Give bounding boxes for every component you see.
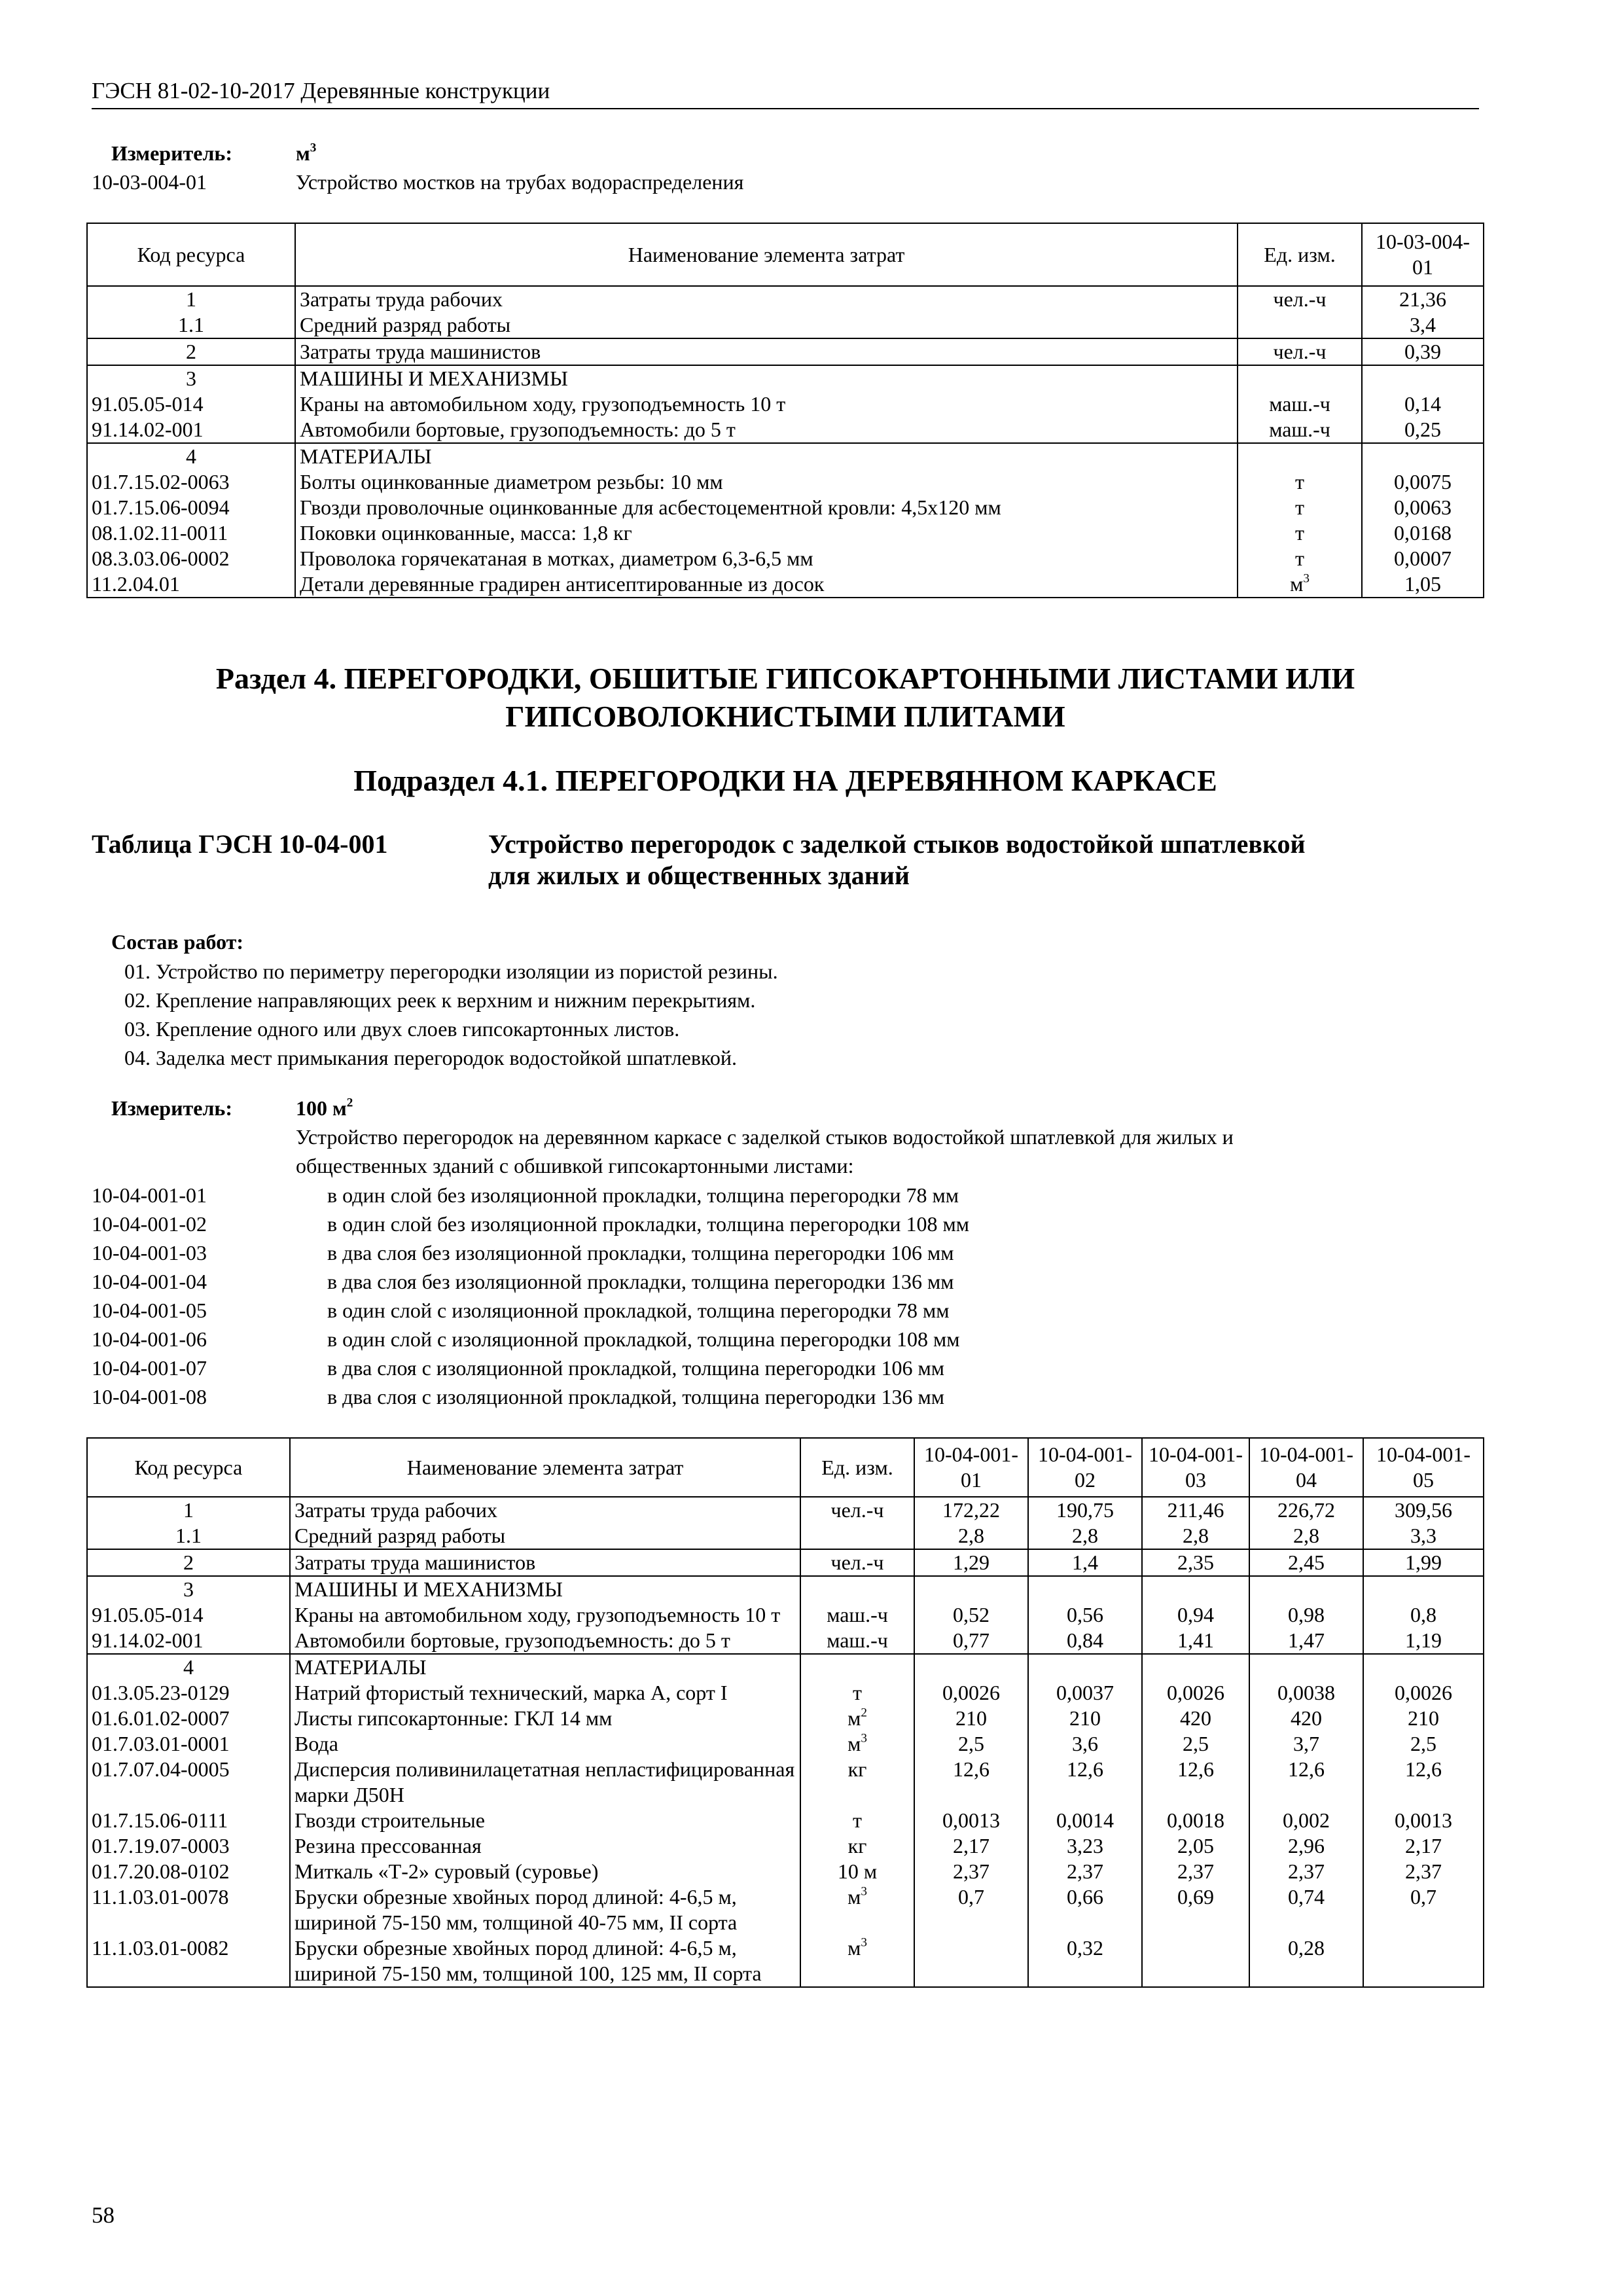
cost-element-name: Бруски обрезные хвойных пород длиной: 4-6,5 м, шириной 75-150 мм, толщиной 100, 125 мм, II сорта [290,1935,800,1987]
cost-element-name: МАТЕРИАЛЫ [295,443,1238,469]
norm-value [1028,1576,1142,1602]
norm-value: 2,37 [914,1859,1028,1884]
header-norm-01: 10-04-001-01 [914,1438,1028,1497]
meter2-label: Измеритель: [111,1096,232,1120]
unit-cell [1238,520,1362,546]
unit-cell [800,1859,914,1884]
cost-element-name: МАШИНЫ И МЕХАНИЗМЫ [290,1576,800,1602]
unit-superscript: 3 [861,1935,867,1950]
norm-value: 3,7 [1249,1731,1363,1757]
header-resource-code: Код ресурса [87,223,295,286]
norm-value: 0,14 [1362,391,1484,417]
unit-text: маш.-ч [1269,418,1330,441]
unit-cell [1238,469,1362,495]
norm-value [1249,1576,1363,1602]
resource-code: 4 [87,443,295,469]
unit-cell [800,1706,914,1731]
norm-value: 12,6 [914,1757,1028,1808]
resource-code: 01.7.20.08-0102 [87,1859,290,1884]
cost-element-name: Детали деревянные градирен антисептированные из досок [295,571,1238,598]
resource-code: 11.2.04.01 [87,571,295,598]
resource-code: 1.1 [87,1523,290,1549]
unit-text: м [847,1706,861,1730]
variant-text: в два слоя с изоляционной прокладкой, толщина перегородки 136 мм [327,1385,944,1408]
unit-cell [1238,546,1362,571]
variant-code: 10-04-001-01 [92,1183,207,1207]
variant-code: 10-04-001-02 [92,1212,207,1236]
cost-element-name: Автомобили бортовые, грузоподъемность: до 5 т [290,1628,800,1654]
norm-value: 21,36 [1362,286,1484,312]
norm-value [1362,443,1484,469]
norm-value: 0,0026 [1142,1680,1249,1706]
unit-text: м [847,1936,861,1960]
unit-cell [1238,495,1362,520]
norm-value: 0,0037 [1028,1680,1142,1706]
unit-superscript: 2 [861,1706,867,1720]
norm-value: 0,7 [1363,1884,1484,1935]
unit-cell [1238,312,1362,338]
variant-code: 10-04-001-06 [92,1327,207,1351]
table-header-row [87,1438,1484,1497]
norm-value: 1,47 [1249,1628,1363,1654]
variant-text: в один слой без изоляционной прокладки, толщина перегородки 108 мм [327,1212,969,1236]
unit-text: маш.-ч [827,1603,888,1626]
resource-code: 91.05.05-014 [87,1602,290,1628]
norm-value: 0,0013 [914,1808,1028,1833]
table-row [87,365,1484,391]
unit-cell [1238,571,1362,598]
running-header: ГЭСН 81-02-10-2017 Деревянные конструкции [92,76,1479,109]
table-title-label: Таблица ГЭСН 10-04-001 [92,829,388,859]
norm-value: 0,84 [1028,1628,1142,1654]
unit-text: м [847,1732,861,1755]
resource-code: 01.7.07.04-0005 [87,1757,290,1808]
unit-cell [1238,391,1362,417]
norm-value: 0,0038 [1249,1680,1363,1706]
variant-code: 10-04-001-08 [92,1385,207,1408]
table-row [87,1808,1484,1833]
norm-value: 2,5 [914,1731,1028,1757]
norm-value: 0,0063 [1362,495,1484,520]
resource-code: 1.1 [87,312,295,338]
table-row [87,338,1484,365]
header-resource-code: Код ресурса [87,1438,290,1497]
cost-element-name: Затраты труда рабочих [290,1497,800,1523]
resource-code: 91.05.05-014 [87,391,295,417]
cost-element-name: МАШИНЫ И МЕХАНИЗМЫ [295,365,1238,391]
unit-cell [800,1935,914,1987]
cost-element-name: Вода [290,1731,800,1757]
meter-code: 10-03-004-01 [92,170,207,194]
norm-value: 420 [1142,1706,1249,1731]
norm-value: 211,46 [1142,1497,1249,1523]
norm-value [1142,1654,1249,1680]
unit-text: кг [847,1757,867,1781]
meter2-description-line1: Устройство перегородок на деревянном каркасе с заделкой стыков водостойкой шпатлевкой для жилых и [296,1125,1234,1149]
variant-text: в один слой без изоляционной прокладки, толщина перегородки 78 мм [327,1183,959,1207]
unit-cell [800,1833,914,1859]
unit-cell [1238,443,1362,469]
norm-value: 190,75 [1028,1497,1142,1523]
norm-value [914,1576,1028,1602]
norm-value: 0,69 [1142,1884,1249,1935]
norm-value: 2,5 [1363,1731,1484,1757]
table-row [87,1833,1484,1859]
unit-superscript: 3 [861,1731,867,1746]
cost-element-name: МАТЕРИАЛЫ [290,1654,800,1680]
table-row [87,1859,1484,1884]
subsection-title: Подраздел 4.1. ПЕРЕГОРОДКИ НА ДЕРЕВЯННОМ КАРКАСЕ [353,764,1217,797]
table-row [87,495,1484,520]
unit-cell [800,1602,914,1628]
norm-value: 3,23 [1028,1833,1142,1859]
unit-cell [800,1731,914,1757]
header-norm-02: 10-04-001-02 [1028,1438,1142,1497]
norm-value [1362,365,1484,391]
norm-value: 210 [1363,1706,1484,1731]
table-row [87,286,1484,312]
norm-value: 1,41 [1142,1628,1249,1654]
table-row [87,520,1484,546]
variant-text: в один слой с изоляционной прокладкой, толщина перегородки 78 мм [327,1299,950,1322]
works-item: 02. Крепление направляющих реек к верхним и нижним перекрытиям. [124,988,756,1012]
unit-text: чел.-ч [1273,287,1327,311]
norm-value: 0,0075 [1362,469,1484,495]
meter2-unit: 100 $м^2$ [296,1096,353,1120]
variant-code: 10-04-001-05 [92,1299,207,1322]
works-item: 01. Устройство по периметру перегородки изоляции из пористой резины. [124,960,778,983]
norm-value: 1,99 [1363,1549,1484,1576]
norm-value: 0,52 [914,1602,1028,1628]
table-row [87,1706,1484,1731]
table-row [87,1680,1484,1706]
meter-label: Измеритель: [111,141,232,165]
meter-description: Устройство мостков на трубах водораспределения [296,170,744,194]
norm-value: 309,56 [1363,1497,1484,1523]
works-list [124,957,778,1072]
cost-element-name: Листы гипсокартонные: ГКЛ 14 мм [290,1706,800,1731]
norm-value: 172,22 [914,1497,1028,1523]
resource-table-10-03-004 [86,223,1484,598]
header-norm-code: 10-03-004-01 [1362,223,1484,286]
variant-code: 10-04-001-07 [92,1356,207,1380]
header-unit: Ед. изм. [800,1438,914,1497]
unit-text: чел.-ч [830,1498,884,1522]
resource-code: 01.6.01.02-0007 [87,1706,290,1731]
table-row [87,1523,1484,1549]
works-item: 03. Крепление одного или двух слоев гипсокартонных листов. [124,1017,680,1041]
cost-element-name: Средний разряд работы [290,1523,800,1549]
cost-element-name: Затраты труда машинистов [295,338,1238,365]
norm-value: 1,4 [1028,1549,1142,1576]
resource-code: 01.7.15.06-0111 [87,1808,290,1833]
variant-text: в два слоя с изоляционной прокладкой, толщина перегородки 106 мм [327,1356,944,1380]
unit-text: т [1295,495,1304,519]
unit-cell [1238,338,1362,365]
table-row [87,1884,1484,1935]
resource-code: 11.1.03.01-0078 [87,1884,290,1935]
norm-value: 0,0026 [914,1680,1028,1706]
works-label: Состав работ: [111,930,244,954]
norm-value [914,1935,1028,1987]
meter-unit: $м^3$ [296,141,317,165]
norm-value: 12,6 [1249,1757,1363,1808]
unit-text: т [853,1808,862,1832]
cost-element-name: Средний разряд работы [295,312,1238,338]
unit-cell [1238,365,1362,391]
table-row [87,546,1484,571]
norm-value [1363,1935,1484,1987]
variant-code: 10-04-001-04 [92,1270,207,1293]
norm-value: 3,3 [1363,1523,1484,1549]
norm-value: 1,29 [914,1549,1028,1576]
norm-value: 2,96 [1249,1833,1363,1859]
norm-value: 0,56 [1028,1602,1142,1628]
unit-text: м [1290,572,1304,596]
norm-value: 0,0168 [1362,520,1484,546]
table-row [87,1757,1484,1808]
unit-cell [1238,417,1362,443]
unit-cell [800,1523,914,1549]
unit-cell [800,1654,914,1680]
norm-value: 12,6 [1363,1757,1484,1808]
cost-element-name: Дисперсия поливинилацетатная непластифицированная марки Д50Н [290,1757,800,1808]
norm-value: 2,8 [1142,1523,1249,1549]
table-row [87,1549,1484,1576]
norm-value: 0,0007 [1362,546,1484,571]
resource-code: 01.7.15.02-0063 [87,469,295,495]
cost-element-name: Затраты труда рабочих [295,286,1238,312]
unit-text: 10 м [837,1859,878,1883]
unit-cell [800,1497,914,1523]
norm-value: 2,37 [1249,1859,1363,1884]
table-header-row [87,223,1484,286]
table-row [87,1576,1484,1602]
header-norm-03: 10-04-001-03 [1142,1438,1249,1497]
variant-text: в один слой с изоляционной прокладкой, толщина перегородки 108 мм [327,1327,960,1351]
norm-value: 0,98 [1249,1602,1363,1628]
unit-cell [800,1680,914,1706]
meter2-description-line2: общественных зданий с обшивкой гипсокартонными листами: [296,1154,854,1177]
table-row [87,1731,1484,1757]
table-row [87,1935,1484,1987]
norm-value: 2,8 [914,1523,1028,1549]
norm-value: 2,17 [1363,1833,1484,1859]
norm-value: 2,35 [1142,1549,1249,1576]
header-unit: Ед. изм. [1238,223,1362,286]
resource-code: 01.7.15.06-0094 [87,495,295,520]
cost-element-name: Гвозди проволочные оцинкованные для асбестоцементной кровли: 4,5х120 мм [295,495,1238,520]
resource-code: 11.1.03.01-0082 [87,1935,290,1987]
unit-text: т [1295,521,1304,545]
norm-value: 0,7 [914,1884,1028,1935]
norm-value: 1,05 [1362,571,1484,598]
norm-value: 0,0013 [1363,1808,1484,1833]
resource-code: 08.3.03.06-0002 [87,546,295,571]
norm-value: 0,0014 [1028,1808,1142,1833]
unit-text: чел.-ч [1273,340,1327,363]
norm-value: 0,25 [1362,417,1484,443]
norm-value: 2,8 [1028,1523,1142,1549]
norm-value: 210 [914,1706,1028,1731]
norm-value: 2,37 [1363,1859,1484,1884]
table-title-text: Устройство перегородок с заделкой стыков водостойкой шпатлевкой для жилых и общественных зданий [488,829,1306,890]
variant-code: 10-04-001-03 [92,1241,207,1265]
norm-value: 12,6 [1028,1757,1142,1808]
norm-value [1249,1654,1363,1680]
norm-value: 0,74 [1249,1884,1363,1935]
unit-cell [800,1576,914,1602]
cost-element-name: Поковки оцинкованные, масса: 1,8 кг [295,520,1238,546]
norm-value: 210 [1028,1706,1142,1731]
table-row [87,1602,1484,1628]
norm-value: 12,6 [1142,1757,1249,1808]
norm-value: 0,94 [1142,1602,1249,1628]
variant-text: в два слоя без изоляционной прокладки, толщина перегородки 106 мм [327,1241,954,1265]
table-row [87,571,1484,598]
resource-code: 3 [87,1576,290,1602]
unit-text: маш.-ч [827,1628,888,1652]
unit-cell [800,1549,914,1576]
header-cost-element: Наименование элемента затрат [295,223,1238,286]
cost-element-name: Натрий фтористый технический, марка А, сорт I [290,1680,800,1706]
norm-value: 0,0026 [1363,1680,1484,1706]
norm-value [1142,1576,1249,1602]
cost-element-name: Автомобили бортовые, грузоподъемность: до 5 т [295,417,1238,443]
unit-cell [800,1884,914,1935]
norm-value [1028,1654,1142,1680]
table-row [87,1628,1484,1654]
table-row [87,1497,1484,1523]
norm-value: 3,6 [1028,1731,1142,1757]
resource-code: 91.14.02-001 [87,417,295,443]
norm-value: 0,39 [1362,338,1484,365]
header-cost-element: Наименование элемента затрат [290,1438,800,1497]
unit-text: чел.-ч [830,1551,884,1574]
resource-code: 3 [87,365,295,391]
cost-element-name: Затраты труда машинистов [290,1549,800,1576]
resource-code: 2 [87,338,295,365]
norm-value [914,1654,1028,1680]
norm-value: 2,37 [1028,1859,1142,1884]
unit-cell [800,1628,914,1654]
works-item: 04. Заделка мест примыкания перегородок водостойкой шпатлевкой. [124,1046,738,1069]
norm-value: 1,19 [1363,1628,1484,1654]
resource-code: 01.7.19.07-0003 [87,1833,290,1859]
table-row [87,443,1484,469]
unit-superscript: 3 [1303,571,1310,586]
norm-value: 2,5 [1142,1731,1249,1757]
table-row [87,312,1484,338]
norm-value [1363,1654,1484,1680]
norm-value: 2,05 [1142,1833,1249,1859]
norm-value: 2,45 [1249,1549,1363,1576]
unit-superscript: 3 [861,1884,867,1899]
norm-value: 2,17 [914,1833,1028,1859]
resource-table-10-04-001 [86,1437,1484,1988]
resource-code: 1 [87,286,295,312]
norm-value: 2,8 [1249,1523,1363,1549]
unit-text: т [1295,547,1304,570]
cost-element-name: Бруски обрезные хвойных пород длиной: 4-6,5 м, шириной 75-150 мм, толщиной 40-75 мм, II сорта [290,1884,800,1935]
cost-element-name: Гвозди строительные [290,1808,800,1833]
variant-text: в два слоя без изоляционной прокладки, толщина перегородки 136 мм [327,1270,954,1293]
unit-text: м [847,1885,861,1909]
table-row [87,1654,1484,1680]
norm-value: 0,8 [1363,1602,1484,1628]
cost-element-name: Проволока горячекатаная в мотках, диаметром 6,3-6,5 мм [295,546,1238,571]
header-norm-04: 10-04-001-04 [1249,1438,1363,1497]
norm-value: 3,4 [1362,312,1484,338]
resource-code: 01.3.05.23-0129 [87,1680,290,1706]
resource-code: 08.1.02.11-0011 [87,520,295,546]
norm-value: 0,32 [1028,1935,1142,1987]
norm-value [1142,1935,1249,1987]
table-row [87,391,1484,417]
norm-value: 0,28 [1249,1935,1363,1987]
norm-value: 0,002 [1249,1808,1363,1833]
unit-cell [800,1808,914,1833]
unit-text: кг [847,1834,867,1857]
resource-code: 2 [87,1549,290,1576]
section-title: Раздел 4. ПЕРЕГОРОДКИ, ОБШИТЫЕ ГИПСОКАРТОННЫМИ ЛИСТАМИ ИЛИ ГИПСОВОЛОКНИСТЫМИ ПЛИТАМИ [215,662,1355,733]
norm-value: 0,0018 [1142,1808,1249,1833]
norm-value: 420 [1249,1706,1363,1731]
unit-cell [800,1757,914,1808]
unit-text: т [853,1681,862,1704]
resource-code: 1 [87,1497,290,1523]
cost-element-name: Краны на автомобильном ходу, грузоподъемность 10 т [295,391,1238,417]
cost-element-name: Болты оцинкованные диаметром резьбы: 10 мм [295,469,1238,495]
norm-value: 2,37 [1142,1859,1249,1884]
header-norm-05: 10-04-001-05 [1363,1438,1484,1497]
cost-element-name: Резина прессованная [290,1833,800,1859]
norm-value [1363,1576,1484,1602]
page-number: 58 [92,2202,115,2228]
table-row [87,417,1484,443]
resource-code: 4 [87,1654,290,1680]
norm-value: 0,66 [1028,1884,1142,1935]
table-row [87,469,1484,495]
cost-element-name: Краны на автомобильном ходу, грузоподъемность 10 т [290,1602,800,1628]
cost-element-name: Миткаль «Т-2» суровый (суровье) [290,1859,800,1884]
resource-code: 91.14.02-001 [87,1628,290,1654]
norm-value: 0,77 [914,1628,1028,1654]
unit-cell [1238,286,1362,312]
resource-code: 01.7.03.01-0001 [87,1731,290,1757]
unit-text: т [1295,470,1304,493]
norm-value: 226,72 [1249,1497,1363,1523]
unit-text: маш.-ч [1269,392,1330,416]
